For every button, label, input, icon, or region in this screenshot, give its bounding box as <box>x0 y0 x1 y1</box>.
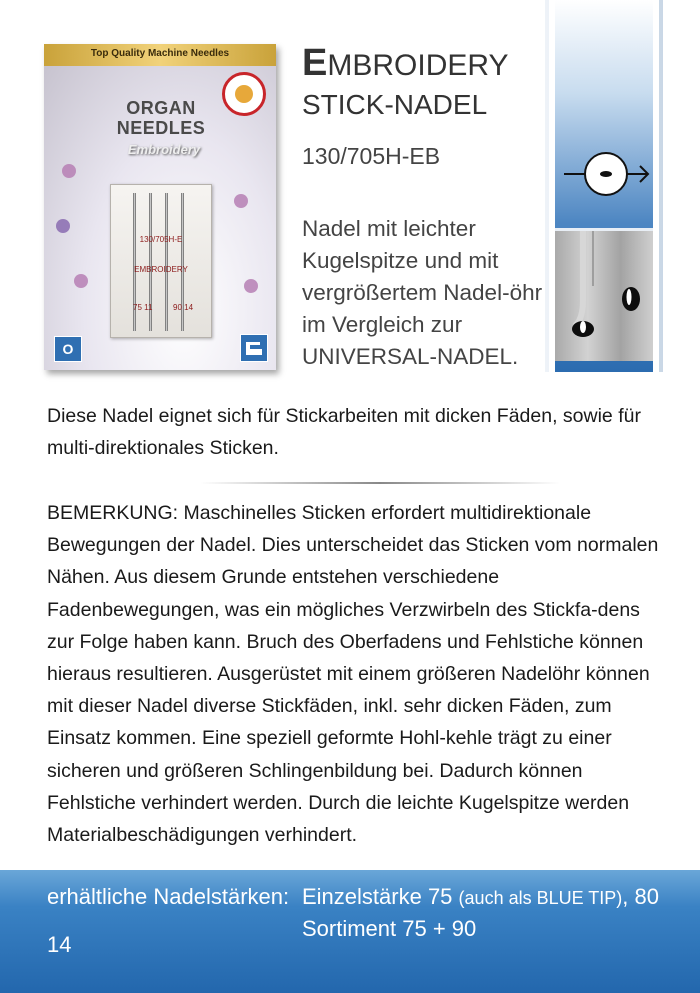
needle-closeup-drawing <box>555 231 653 361</box>
product-subtitle: STICK-NADEL <box>302 89 488 120</box>
sizes-single-end: , 80 <box>622 884 659 909</box>
needle-closeup-image <box>555 228 653 361</box>
card-type: EMBROIDERY <box>134 265 188 274</box>
page-number: 14 <box>47 932 72 957</box>
remark-label: BEMERKUNG: <box>47 502 179 524</box>
flower-decoration <box>234 194 248 208</box>
sizes-single <box>302 884 659 910</box>
product-title <box>302 42 509 84</box>
product-code: 130/705H-EB <box>302 143 441 169</box>
needle-card <box>110 184 212 338</box>
needle <box>165 193 168 331</box>
remark-paragraph <box>47 497 672 851</box>
package-subbrand: Embroidery <box>127 142 201 157</box>
package-top-text: Top Quality Machine Needles <box>90 48 230 59</box>
needle-package-image <box>44 44 276 370</box>
product-description: Nadel mit leichter Kugelspitze und mit vergrößertem Nadel-öhr im Vergleich zur UNIVERSAL-NADEL. <box>302 216 543 369</box>
intro-paragraph: Diese Nadel eignet sich für Stickarbeiten mit dicken Fäden, sowie für multi-direktionales Sticken. <box>47 405 641 459</box>
flower-decoration <box>56 219 70 233</box>
divider <box>200 482 560 484</box>
package-brand: ORGAN NEEDLES <box>116 98 206 138</box>
product-title-rest: MBROIDERY <box>327 49 509 82</box>
card-code: 130/705H-E <box>139 235 183 244</box>
flower-decoration <box>62 164 76 178</box>
sizes-single-note: (auch als BLUE TIP) <box>458 888 623 908</box>
point-type-badge: O <box>54 336 82 362</box>
sizes-single-main: Einzelstärke 75 <box>302 884 453 909</box>
product-title-initial: E <box>302 42 328 84</box>
needle-eye-icon <box>562 148 650 200</box>
card-size-1: 75 11 <box>133 303 153 312</box>
quality-seal-icon <box>222 72 266 116</box>
sewing-machine-icon <box>240 334 268 362</box>
card-size-2: 90 14 <box>173 303 194 312</box>
remark-text: Maschinelles Sticken erfordert multidirektionale Bewegungen der Nadel. Dies unterscheidet das Sticken vom normalen Nähen. Aus diesem Grunde entstehen verschiedene Fadenbewegungen, was ein mögliches Verzwirbeln des Stickfa-dens zur Folge haben kann. Bruch des Oberfadens und Fehlstiche können hieraus resultieren. Ausgerüstet mit einem größeren Nadelöhr können mit dieser Nadel diverse Stickfäden, inkl. sehr dicken Fäden, zum Einsatz kommen. Eine speziell geformte Hohl-kehle trägt zu einer sicheren und größeren Schlingenbildung bei. Dadurch können Fehlstiche verhindert werden. Durch die leichte Kugelspitze werden Materialbeschädigungen verhindert. <box>47 502 659 847</box>
flower-decoration <box>74 274 88 288</box>
sizes-label: erhältliche Nadelstärken: <box>47 884 290 909</box>
flower-decoration <box>244 279 258 293</box>
sizes-assortment: Sortiment 75 + 90 <box>302 916 477 941</box>
